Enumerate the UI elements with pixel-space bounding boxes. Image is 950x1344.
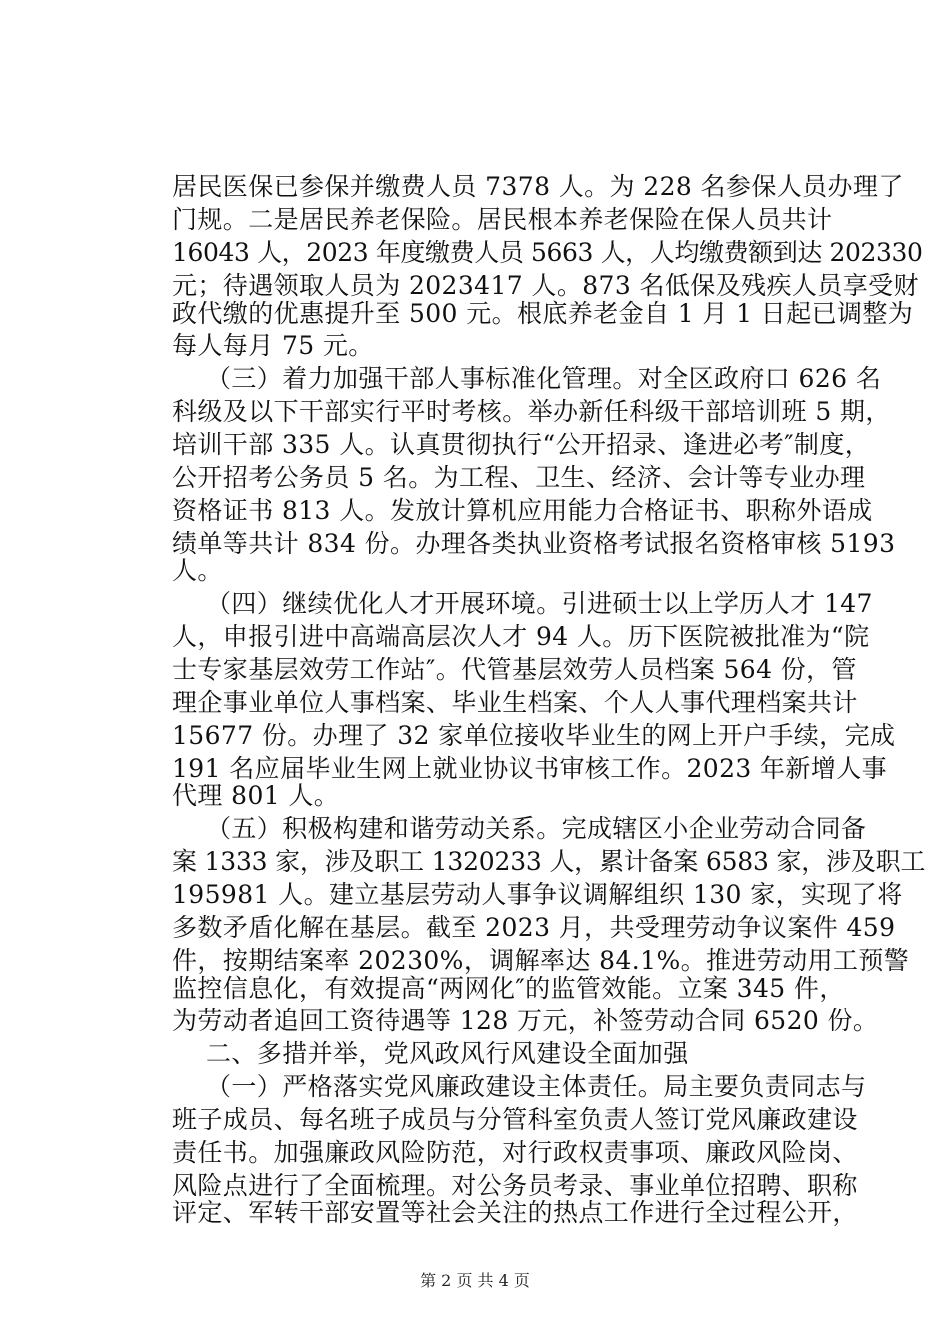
text-line: 191 名应届毕业生网上就业协议书审核工作。2023 年新增人事 <box>172 754 888 783</box>
text-line: （三）着力加强干部人事标准化管理。对全区政府口 626 名 <box>206 364 882 393</box>
text-line: 居民医保已参保并缴费人员 7378 人。为 228 名参保人员办理了 <box>172 172 904 201</box>
text-line: （五）积极构建和谐劳动关系。完成辖区小企业劳动合同备 <box>206 814 867 843</box>
text-line: 门规。二是居民养老保险。居民根本养老保险在保人员共计 <box>172 205 833 234</box>
text-line: 科级及以下干部实行平时考核。举办新任科级干部培训班 5 期， <box>172 397 891 426</box>
text-line: 责任书。加强廉政风险防范，对行政权责事项、廉政风险岗、 <box>172 1138 858 1167</box>
text-line: 多数矛盾化解在基层。截至 2023 月，共受理劳动争议案件 459 <box>172 913 896 942</box>
text-line: 士专家基层效劳工作站″。代管基层效劳人员档案 564 份，管 <box>172 655 857 684</box>
text-line: 资格证书 813 人。发放计算机应用能力合格证书、职称外语成 <box>172 496 873 525</box>
text-line: 政代缴的优惠提升至 500 元。根底养老金自 1 月 1 日起已调整为 <box>172 299 914 328</box>
text-line: 评定、军转干部安置等社会关注的热点工作进行全过程公开， <box>172 1198 858 1227</box>
text-line: 培训干部 335 人。认真贯彻执行“公开招录、逢进必考″制度， <box>172 430 871 459</box>
text-line: 监控信息化，有效提高“两网化″的监管效能。立案 345 件， <box>172 974 845 1003</box>
text-line: 15677 份。办理了 32 家单位接收毕业生的网上开户手续，完成 <box>172 721 896 750</box>
text-line: 理企事业单位人事档案、毕业生档案、个人人事代理档案共计 <box>172 688 858 717</box>
text-line: 件，按期结案率 20230%，调解率达 84.1%。推进劳动用工预警 <box>172 946 910 975</box>
text-line: 风险点进行了全面梳理。对公务员考录、事业单位招聘、职称 <box>172 1171 858 1200</box>
text-line: 绩单等共计 834 份。办理各类执业资格考试报名资格审核 5193 <box>172 529 896 558</box>
text-line: 16043 人，2023 年度缴费人员 5663 人，人均缴费额到达 202330 <box>172 238 923 267</box>
text-line: 为劳动者追回工资待遇等 128 万元，补签劳动合同 6520 份。 <box>172 1006 879 1035</box>
text-line: 公开招考公务员 5 名。为工程、卫生、经济、会计等专业办理 <box>172 463 866 492</box>
text-line: 元；待遇领取人员为 2023417 人。873 名低保及残疾人员享受财 <box>172 271 919 300</box>
text-line: 人，申报引进中高端高层次人才 94 人。历下医院被批准为“院 <box>172 622 870 651</box>
text-line: 班子成员、每名班子成员与分管科室负责人签订党风廉政建设 <box>172 1105 858 1134</box>
text-line: 代理 801 人。 <box>172 781 340 810</box>
section-heading: 二、多措并举，党风政风行风建设全面加强 <box>206 1039 689 1068</box>
text-line: 案 1333 家，涉及职工 1320233 人，累计备案 6583 家，涉及职工 <box>172 847 926 876</box>
text-line: 人。 <box>172 556 223 585</box>
text-line: 195981 人。建立基层劳动人事争议调解组织 130 家，实现了将 <box>172 880 903 909</box>
text-line: 每人每月 75 元。 <box>172 331 374 360</box>
page-number-footer: 第 2 页 共 4 页 <box>420 1271 530 1290</box>
text-line: （一）严格落实党风廉政建设主体责任。局主要负责同志与 <box>206 1072 867 1101</box>
text-line: （四）继续优化人才开展环境。引进硕士以上学历人才 147 <box>206 589 873 618</box>
